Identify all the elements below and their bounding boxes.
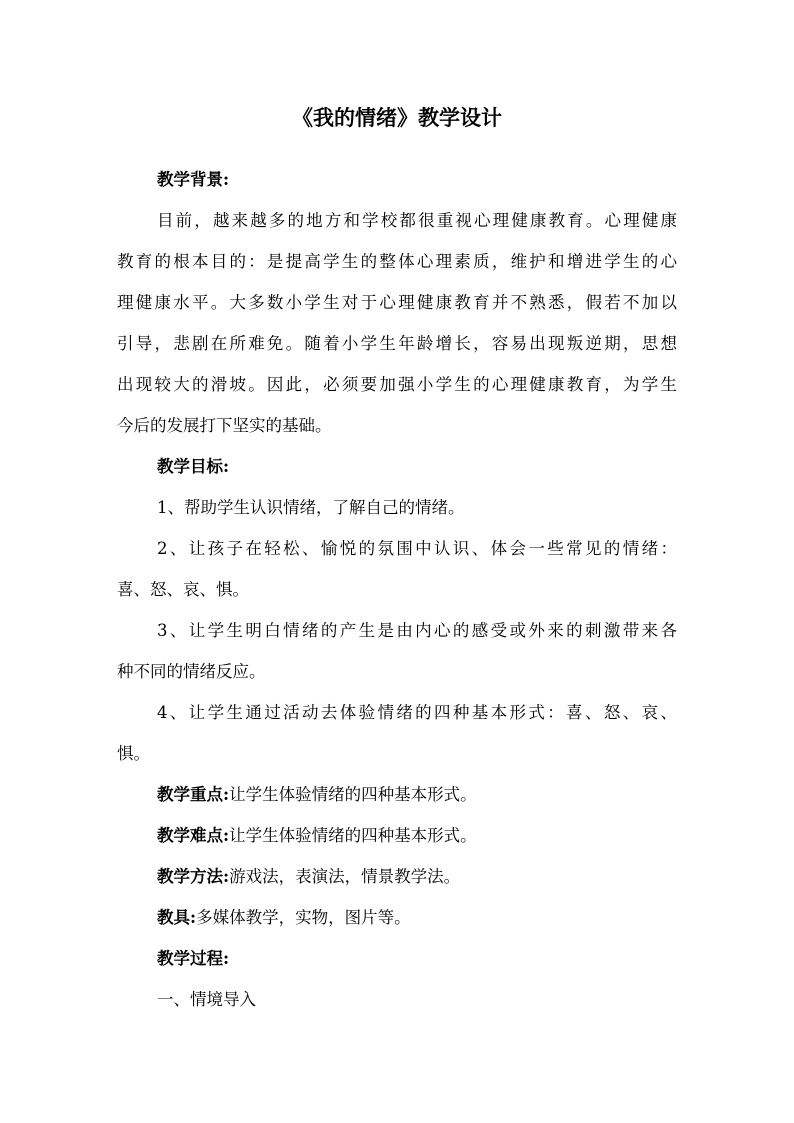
goal-2-line-2: 喜、怒、哀、惧。 xyxy=(117,580,249,599)
method-text: 游戏法，表演法，情景教学法。 xyxy=(229,867,461,886)
method-row xyxy=(157,866,677,888)
key-point-text: 让学生体验情绪的四种基本形式。 xyxy=(229,785,477,804)
section-1-heading: 一、情境导入 xyxy=(157,990,256,1009)
process-heading: 教学过程: xyxy=(157,949,230,968)
tools-row xyxy=(157,907,677,929)
goal-4-line-2: 惧。 xyxy=(117,744,150,763)
background-line-5: 出现较大的滑坡。因此，必须要加强小学生的心理健康教育，为学生 xyxy=(117,375,677,394)
background-line-3: 理健康水平。大多数小学生对于心理健康教育并不熟悉，假若不加以 xyxy=(117,293,677,312)
goal-4-line-1: 4、让学生通过活动去体验情绪的四种基本形式：喜、怒、哀、 xyxy=(157,703,677,722)
method-label: 教学方法: xyxy=(157,867,230,886)
goal-1: 1、帮助学生认识情绪，了解自己的情绪。 xyxy=(157,498,465,517)
difficulty-row xyxy=(157,825,677,847)
tools-label: 教具: xyxy=(157,908,197,927)
goal-3-line-2: 种不同的情绪反应。 xyxy=(117,662,266,681)
background-line-4: 引导，悲剧在所难免。随着小学生年龄增长，容易出现叛逆期，思想 xyxy=(117,334,677,353)
document-title: 《我的情绪》教学设计 xyxy=(292,105,502,130)
background-line-1: 目前，越来越多的地方和学校都很重视心理健康教育。心理健康 xyxy=(157,211,677,230)
background-line-2: 教育的根本目的：是提高学生的整体心理素质，维护和增进学生的心 xyxy=(117,252,677,271)
difficulty-text: 让学生体验情绪的四种基本形式。 xyxy=(229,826,477,845)
key-point-row xyxy=(157,784,677,806)
goal-3-line-1: 3、让学生明白情绪的产生是由内心的感受或外来的刺激带来各 xyxy=(157,621,677,640)
tools-text: 多媒体教学，实物，图片等。 xyxy=(196,908,411,927)
background-line-6: 今后的发展打下坚实的基础。 xyxy=(117,416,332,435)
key-point-label: 教学重点: xyxy=(157,785,230,804)
background-heading: 教学背景: xyxy=(157,170,230,189)
goal-2-line-1: 2、让孩子在轻松、愉悦的氛围中认识、体会一些常见的情绪： xyxy=(157,539,677,558)
difficulty-label: 教学难点: xyxy=(157,826,230,845)
goals-heading: 教学目标: xyxy=(157,457,230,476)
